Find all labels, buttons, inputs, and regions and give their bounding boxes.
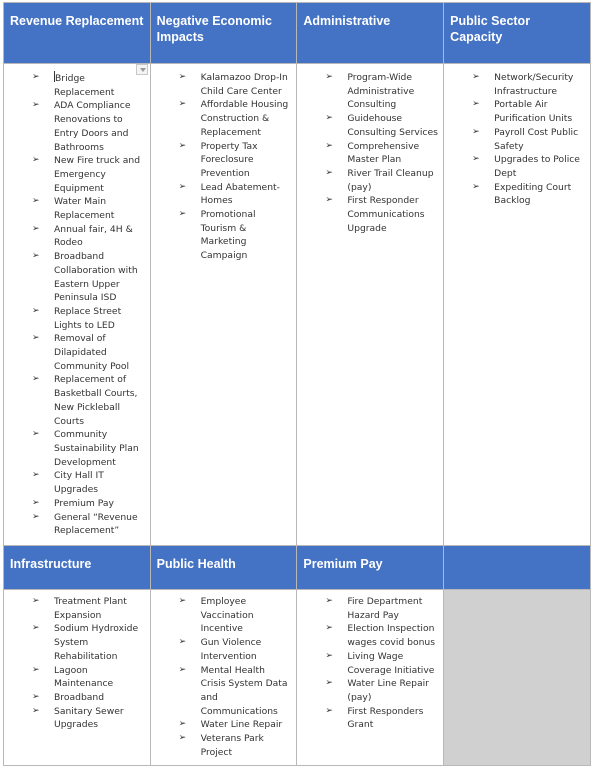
list-item-text: City Hall IT Upgrades (54, 470, 104, 496)
infrastructure-list (4, 595, 150, 732)
arrow-bullet-icon: ➢ (32, 72, 40, 82)
list-item-text: Lead Abatement-Homes (200, 181, 280, 207)
list-item-text: Election Inspection wages covid bonus (347, 623, 436, 649)
list-item-text: Premium Pay (54, 497, 114, 509)
list-item (297, 167, 439, 194)
list-item (297, 140, 439, 167)
list-item (4, 469, 146, 496)
list-item-text: Veterans Park Project (200, 733, 264, 758)
arrow-bullet-icon: ➢ (325, 140, 333, 151)
list-item (444, 98, 586, 125)
arrow-bullet-icon: ➢ (32, 374, 40, 385)
list-item (297, 677, 439, 704)
list-item-text: Promotional Tourism & Marketing Campaign (200, 209, 256, 262)
list-item (444, 126, 586, 153)
list-item (4, 497, 146, 511)
arrow-bullet-icon: ➢ (325, 72, 333, 82)
list-item (4, 332, 146, 373)
list-item (151, 718, 293, 732)
cell-infrastructure[interactable] (4, 590, 151, 766)
arrow-bullet-icon: ➢ (472, 99, 480, 110)
list-item (4, 305, 146, 332)
negative-economic-impacts-list (151, 71, 297, 263)
arrow-bullet-icon: ➢ (325, 167, 333, 178)
list-item-text: Living Wage Coverage Initiative (347, 650, 435, 676)
list-item (151, 732, 293, 759)
header-infrastructure: Infrastructure (4, 546, 151, 590)
header-public-health: Public Health (150, 546, 297, 590)
list-item (4, 250, 146, 305)
list-item-text: Sodium Hydroxide System Rehabilitation (54, 623, 139, 662)
header-revenue-replacement: Revenue Replacement (4, 3, 151, 64)
public-sector-capacity-list (444, 71, 590, 208)
arrow-bullet-icon: ➢ (32, 511, 40, 522)
list-item-text: River Trail Cleanup (pay) (347, 167, 434, 193)
arrow-bullet-icon: ➢ (32, 100, 40, 111)
list-item (151, 636, 293, 663)
arrow-bullet-icon: ➢ (472, 72, 480, 82)
list-item (4, 373, 146, 428)
list-item (444, 181, 586, 208)
list-item-text: Water Line Repair (200, 719, 283, 731)
list-item (4, 691, 146, 705)
list-item (151, 664, 293, 719)
cell-public-sector-capacity[interactable] (444, 64, 591, 546)
list-item (4, 705, 146, 732)
public-health-list (151, 595, 297, 759)
list-item-text: Lagoon Maintenance (54, 664, 114, 690)
list-item-text: Property Tax Foreclosure Prevention (200, 140, 258, 179)
arrow-bullet-icon: ➢ (178, 99, 187, 110)
list-item-text: First Responders Grant (347, 705, 424, 731)
list-item (4, 195, 146, 222)
arrow-bullet-icon: ➢ (32, 305, 40, 316)
list-item (444, 71, 586, 98)
list-item (151, 181, 293, 208)
administrative-list (297, 71, 443, 235)
list-item-text: Replacement of Basketball Courts, New Pickleball Courts (54, 374, 138, 427)
list-item (297, 595, 439, 622)
list-item-text: New Fire truck and Emergency Equipment (54, 155, 141, 194)
revenue-replacement-list (4, 71, 150, 538)
list-item-text: Water Main Replacement (54, 196, 115, 222)
list-item (4, 428, 146, 469)
list-item (297, 650, 439, 677)
list-item-text: Portable Air Purification Units (494, 99, 573, 125)
arrow-bullet-icon: ➢ (325, 113, 333, 124)
arrow-bullet-icon: ➢ (32, 705, 40, 716)
list-item-text: Treatment Plant Expansion (54, 596, 127, 621)
arrow-bullet-icon: ➢ (32, 429, 40, 440)
header-row-1 (4, 3, 591, 64)
list-item-text: ADA Compliance Renovations to Entry Doors and Bathrooms (54, 100, 131, 153)
arrow-bullet-icon: ➢ (32, 470, 40, 481)
list-item (4, 664, 146, 691)
list-item-text: Gun Violence Intervention (200, 637, 262, 662)
cell-administrative[interactable] (297, 64, 444, 546)
arrow-bullet-icon: ➢ (325, 678, 333, 689)
list-item-text: Expediting Court Backlog (494, 181, 572, 207)
header-premium-pay: Premium Pay (297, 546, 444, 590)
list-item (4, 99, 146, 154)
list-item-text: Affordable Housing Construction & Replacement (200, 99, 289, 138)
list-item (297, 112, 439, 139)
arrow-bullet-icon: ➢ (472, 181, 480, 192)
list-item (4, 154, 146, 195)
arrow-bullet-icon: ➢ (32, 664, 40, 675)
premium-pay-list (297, 595, 443, 732)
list-item (151, 595, 293, 636)
arrow-bullet-icon: ➢ (472, 126, 480, 137)
list-item-text: Fire Department Hazard Pay (347, 596, 423, 621)
list-item (151, 208, 293, 263)
arrow-bullet-icon: ➢ (325, 623, 333, 634)
body-row-1 (4, 64, 591, 546)
list-item-text: Upgrades to Police Dept (494, 154, 580, 179)
arrow-bullet-icon: ➢ (178, 664, 187, 675)
list-item-text: Program-Wide Administrative Consulting (347, 72, 415, 111)
list-item-text: Comprehensive Master Plan (347, 140, 420, 166)
list-item (151, 98, 293, 139)
cell-public-health[interactable] (150, 590, 297, 766)
list-item-text: Employee Vaccination Incentive (200, 596, 254, 635)
list-item (4, 71, 146, 99)
arrow-bullet-icon: ➢ (325, 195, 333, 206)
cell-empty-gray (444, 590, 591, 766)
list-item-text: Guidehouse Consulting Services (347, 113, 438, 138)
list-item (4, 511, 146, 538)
list-item-text: Broadband (54, 691, 105, 703)
header-negative-economic-impacts: Negative Economic Impacts (150, 3, 297, 64)
list-item-text: First Responder Communications Upgrade (347, 195, 425, 234)
arrow-bullet-icon: ➢ (178, 140, 187, 151)
list-item (297, 705, 439, 732)
list-item (297, 71, 439, 112)
list-item-text: Bridge Replacement (54, 73, 115, 98)
arrow-bullet-icon: ➢ (178, 637, 187, 648)
header-public-sector-capacity: Public Sector Capacity (444, 3, 591, 64)
arrow-bullet-icon: ➢ (32, 691, 40, 702)
arrow-bullet-icon: ➢ (178, 733, 187, 744)
list-item-text: Payroll Cost Public Safety (494, 126, 579, 152)
list-item-text: Removal of Dilapidated Community Pool (54, 333, 130, 372)
arrow-bullet-icon: ➢ (32, 596, 40, 606)
list-item (297, 622, 439, 649)
cell-revenue-replacement[interactable] (4, 64, 151, 546)
arrow-bullet-icon: ➢ (32, 497, 40, 508)
list-item (4, 223, 146, 250)
list-item (151, 140, 293, 181)
arrow-bullet-icon: ➢ (178, 181, 187, 192)
arrow-bullet-icon: ➢ (32, 223, 40, 234)
arrow-bullet-icon: ➢ (178, 209, 187, 220)
list-item-text: Water Line Repair (pay) (347, 678, 429, 703)
list-item-text: Kalamazoo Drop-In Child Care Center (200, 72, 288, 97)
list-item-text: Replace Street Lights to LED (54, 305, 122, 331)
list-item-text: Community Sustainability Plan Development (54, 429, 139, 468)
arrow-bullet-icon: ➢ (178, 72, 187, 82)
list-item (4, 595, 146, 622)
arrow-bullet-icon: ➢ (325, 596, 333, 606)
header-administrative: Administrative (297, 3, 444, 64)
funding-categories-table (3, 2, 591, 766)
header-empty (444, 546, 591, 590)
list-item-text: Mental Health Crisis System Data and Communications (200, 664, 288, 717)
arrow-bullet-icon: ➢ (32, 196, 40, 207)
arrow-bullet-icon: ➢ (32, 251, 40, 262)
arrow-bullet-icon: ➢ (325, 705, 333, 716)
list-item-text: Broadband Collaboration with Eastern Upper Peninsula ISD (54, 251, 138, 304)
list-item-text: Sanitary Sewer Upgrades (54, 705, 124, 731)
list-item-text: General “Revenue Replacement” (54, 511, 138, 537)
list-item (297, 194, 439, 235)
arrow-bullet-icon: ➢ (325, 650, 333, 661)
cell-premium-pay[interactable] (297, 590, 444, 766)
arrow-bullet-icon: ➢ (32, 623, 40, 634)
list-item-text: Annual fair, 4H & Rodeo (54, 223, 133, 249)
arrow-bullet-icon: ➢ (178, 719, 187, 730)
cell-negative-economic-impacts[interactable] (150, 64, 297, 546)
arrow-bullet-icon: ➢ (32, 333, 40, 344)
list-item (444, 153, 586, 180)
list-item (151, 71, 293, 98)
body-row-2 (4, 590, 591, 766)
arrow-bullet-icon: ➢ (472, 154, 480, 165)
header-row-2 (4, 546, 591, 590)
arrow-bullet-icon: ➢ (32, 155, 40, 166)
list-item (4, 622, 146, 663)
arrow-bullet-icon: ➢ (178, 596, 187, 606)
list-item-text: Network/Security Infrastructure (494, 72, 574, 97)
